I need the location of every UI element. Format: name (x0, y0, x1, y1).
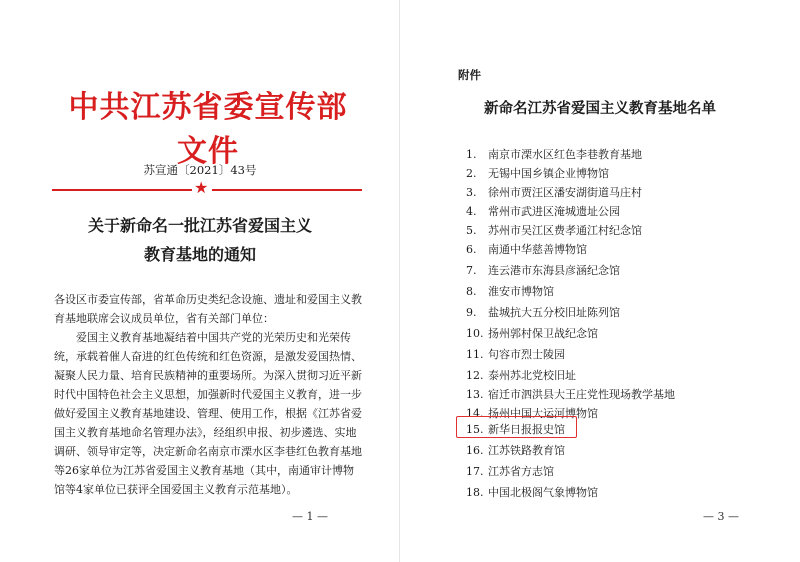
list-item (466, 463, 554, 479)
list-item-name: 南通中华慈善博物馆 (488, 243, 587, 256)
document-header: 中共江苏省委宣传部文件 (68, 90, 348, 169)
list-item-number: 11. (466, 348, 484, 361)
attachment-label: 附件 (458, 68, 481, 82)
body-line: 凝聚人民力量、培育民族精神的重要场所。为深入贯彻习近平新 (54, 369, 362, 382)
list-item-number: 14. (466, 407, 484, 420)
list-item (466, 203, 620, 219)
list-item-number: 13. (466, 388, 484, 401)
list-item (466, 165, 609, 181)
red-rule-right (212, 189, 362, 191)
list-item-number: 1. (466, 148, 477, 161)
list-item-name: 新华日报报史馆 (488, 423, 565, 436)
body-line: 调研、领导审定等，决定新命名南京市溧水区李巷红色教育基地 (54, 445, 362, 458)
list-item (466, 325, 598, 341)
list-item-name: 连云港市东海县彦涵纪念馆 (488, 264, 620, 277)
list-item-number: 3. (466, 186, 477, 199)
body-line: 做好爱国主义教育基地建设、管理、使用工作，根据《江苏省爱 (54, 407, 362, 420)
page-number: — 3 — (703, 510, 739, 523)
body-line: 统，承载着催人奋进的红色传统和红色资源，是激发爱国热情、 (54, 350, 362, 363)
list-item-number: 4. (466, 205, 477, 218)
list-item-name: 常州市武进区淹城遗址公园 (488, 205, 620, 218)
red-rule-left (52, 189, 192, 191)
list-item-name: 苏州市吴江区费孝通江村纪念馆 (488, 224, 642, 237)
list-item-name: 宿迁市泗洪县大王庄党性现场教学基地 (488, 388, 675, 401)
list-item (466, 346, 565, 362)
list-item-number: 5. (466, 224, 477, 237)
star-icon: ★ (194, 178, 209, 197)
list-item (466, 283, 554, 299)
body-line: 爱国主义教育基地凝结着中国共产党的光荣历史和光荣传 (76, 331, 351, 344)
list-item (466, 484, 598, 500)
body-line: 等26家单位为江苏省爱国主义教育基地（其中，南通审计博物 (54, 464, 354, 477)
body-line: 时代中国特色社会主义思想，加强新时代爱国主义教育，进一步 (54, 388, 362, 401)
document-number: 苏宣通〔2021〕43号 (143, 163, 257, 177)
list-item-name: 徐州市贾汪区潘安湖街道马庄村 (488, 186, 642, 199)
right-page (400, 0, 800, 562)
body-line: 国主义教育基地命名管理办法》，经组织申报、初步遴选、实地 (54, 426, 357, 439)
list-item-number: 9. (466, 306, 477, 319)
list-item-number: 12. (466, 369, 484, 382)
list-item-number: 7. (466, 264, 477, 277)
list-item-name: 扬州中国大运河博物馆 (488, 407, 598, 420)
list-item-name: 无锡中国乡镇企业博物馆 (488, 167, 609, 180)
list-item-name: 盐城抗大五分校旧址陈列馆 (488, 306, 620, 319)
list-item (466, 367, 576, 383)
list-item-name: 淮安市博物馆 (488, 285, 554, 298)
list-item (466, 146, 642, 162)
addressee-line-2: 育基地联席会议成员单位，省有关部门单位： (54, 312, 274, 325)
list-item-number: 6. (466, 243, 477, 256)
list-item-number: 17. (466, 465, 484, 478)
list-item-name: 句容市烈士陵园 (488, 348, 565, 361)
list-item-number: 15. (466, 423, 484, 436)
list-title: 新命名江苏省爱国主义教育基地名单 (484, 100, 716, 117)
list-item-highlighted (466, 421, 565, 437)
list-item-name: 南京市溧水区红色李巷教育基地 (488, 148, 642, 161)
list-item-name: 中国北极阁气象博物馆 (488, 486, 598, 499)
list-item (466, 386, 675, 402)
list-item-name: 扬州郭村保卫战纪念馆 (488, 327, 598, 340)
list-item (466, 304, 620, 320)
list-item (466, 241, 587, 257)
list-item-name: 泰州苏北党校旧址 (488, 369, 576, 382)
list-item-number: 8. (466, 285, 477, 298)
notice-title-line-1: 关于新命名一批江苏省爱国主义 (87, 216, 312, 235)
list-item (466, 262, 620, 278)
list-item (466, 222, 642, 238)
list-item (466, 442, 565, 458)
page-number: — 1 — (292, 510, 328, 523)
list-item-number: 16. (466, 444, 484, 457)
notice-title-line-2: 教育基地的通知 (143, 245, 256, 264)
list-item-name: 江苏省方志馆 (488, 465, 554, 478)
list-item-number: 10. (466, 327, 484, 340)
list-item (466, 184, 642, 200)
list-item-number: 2. (466, 167, 477, 180)
addressee-line-1: 各设区市委宣传部，省革命历史类纪念设施、遗址和爱国主义教 (54, 293, 362, 306)
body-line: 馆等4家单位已获评全国爱国主义教育示范基地）。 (54, 483, 298, 496)
list-item-number: 18. (466, 486, 484, 499)
list-item-name: 江苏铁路教育馆 (488, 444, 565, 457)
